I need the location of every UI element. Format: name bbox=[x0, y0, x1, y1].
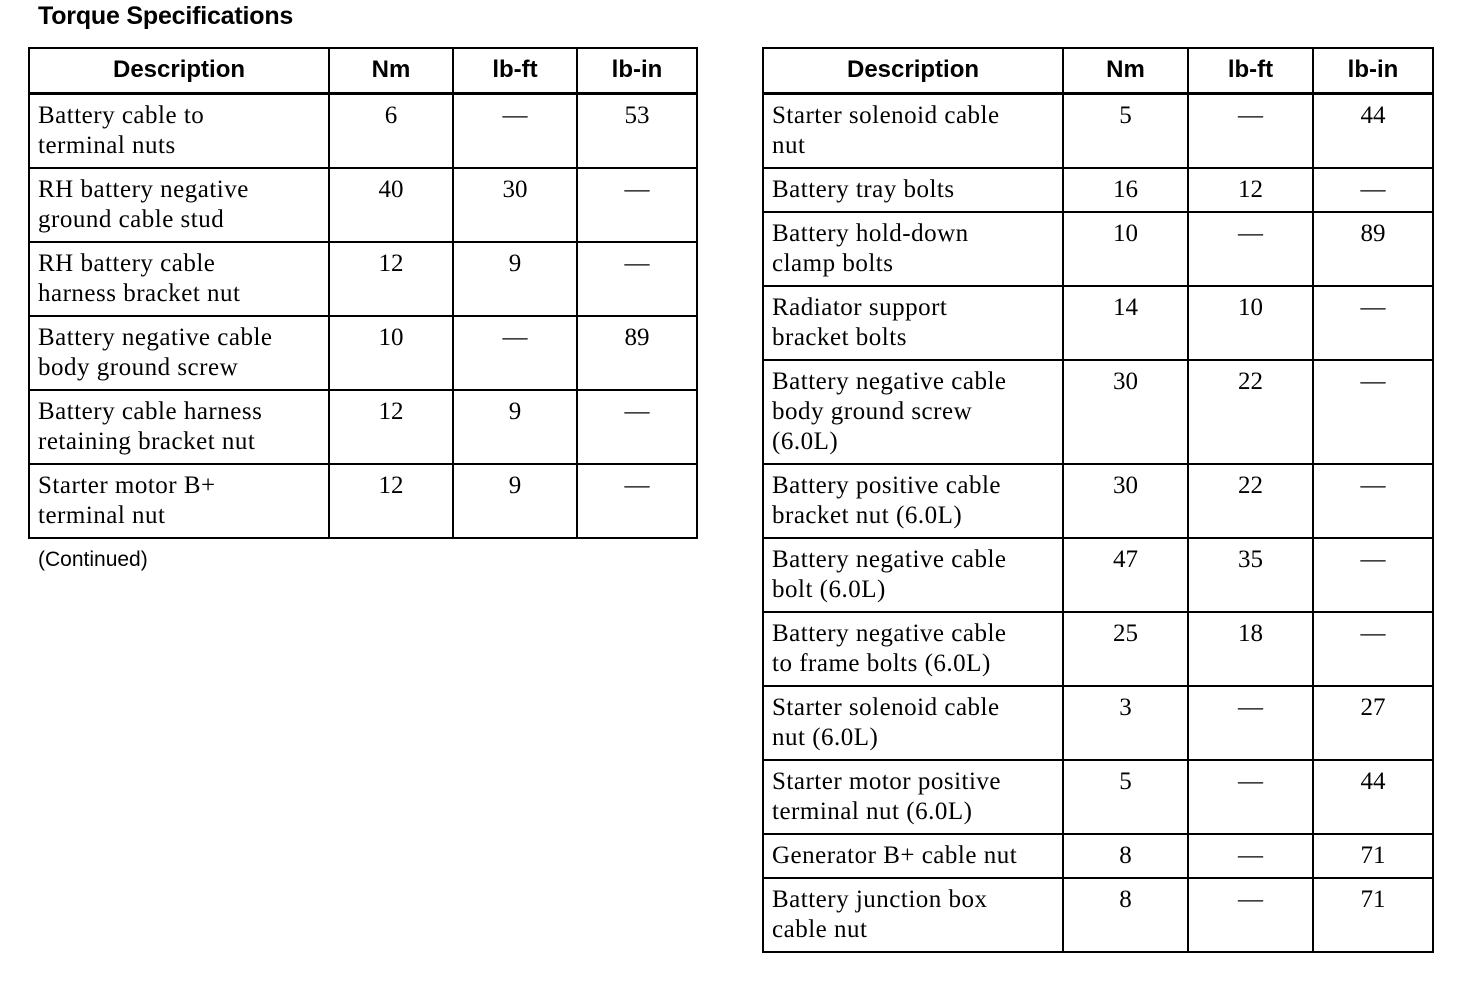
table-row bbox=[763, 464, 1433, 538]
cell-lb-in: 89 bbox=[577, 316, 697, 390]
description-line: Starter motor B+ bbox=[38, 471, 216, 499]
description-line: Generator B+ cable nut bbox=[772, 841, 1018, 869]
cell-lb-in: 53 bbox=[577, 93, 697, 168]
cell-nm: 47 bbox=[1063, 538, 1188, 612]
table-row bbox=[763, 360, 1433, 464]
description-line: bracket bolts bbox=[772, 323, 907, 351]
cell-lb-in: — bbox=[577, 168, 697, 242]
cell-lb-ft: — bbox=[1188, 686, 1313, 760]
description-line: Battery positive cable bbox=[772, 471, 1001, 499]
description-line: Battery tray bolts bbox=[772, 175, 955, 203]
table-row bbox=[763, 212, 1433, 286]
cell-nm: 8 bbox=[1063, 878, 1188, 952]
cell-description bbox=[763, 93, 1063, 168]
cell-lb-in: 44 bbox=[1313, 93, 1433, 168]
cell-nm: 12 bbox=[329, 390, 453, 464]
cell-lb-in: 71 bbox=[1313, 834, 1433, 878]
cell-lb-ft: — bbox=[1188, 93, 1313, 168]
cell-description bbox=[29, 316, 329, 390]
cell-nm: 30 bbox=[1063, 360, 1188, 464]
continued-note: (Continued) bbox=[38, 548, 148, 571]
table-row bbox=[763, 760, 1433, 834]
table-row bbox=[29, 242, 697, 316]
description-line: Battery negative cable bbox=[38, 323, 273, 351]
cell-lb-ft: — bbox=[453, 93, 577, 168]
cell-lb-in: — bbox=[577, 464, 697, 538]
description-line: terminal nuts bbox=[38, 131, 176, 159]
cell-description bbox=[763, 286, 1063, 360]
description-line: cable nut bbox=[772, 915, 868, 943]
cell-nm: 8 bbox=[1063, 834, 1188, 878]
cell-lb-ft: — bbox=[453, 316, 577, 390]
column-header-lb-in: lb-in bbox=[1313, 48, 1433, 93]
column-header-description: Description bbox=[29, 48, 329, 93]
cell-lb-ft: 12 bbox=[1188, 168, 1313, 212]
cell-lb-ft: 9 bbox=[453, 242, 577, 316]
cell-lb-ft: 10 bbox=[1188, 286, 1313, 360]
column-header-nm: Nm bbox=[329, 48, 453, 93]
cell-description bbox=[763, 168, 1063, 212]
cell-description bbox=[29, 464, 329, 538]
cell-lb-in: — bbox=[1313, 612, 1433, 686]
description-line: Battery negative cable bbox=[772, 619, 1007, 647]
description-line: clamp bolts bbox=[772, 249, 894, 277]
description-line: RH battery cable bbox=[38, 249, 216, 277]
column-header-lb-ft: lb-ft bbox=[453, 48, 577, 93]
table-row bbox=[763, 93, 1433, 168]
cell-nm: 12 bbox=[329, 242, 453, 316]
cell-nm: 5 bbox=[1063, 93, 1188, 168]
table-header-row bbox=[29, 48, 697, 93]
cell-lb-ft: 35 bbox=[1188, 538, 1313, 612]
cell-description bbox=[29, 242, 329, 316]
cell-lb-in: — bbox=[1313, 464, 1433, 538]
cell-nm: 25 bbox=[1063, 612, 1188, 686]
description-line: nut bbox=[772, 131, 806, 159]
cell-nm: 30 bbox=[1063, 464, 1188, 538]
cell-nm: 3 bbox=[1063, 686, 1188, 760]
description-line: Battery negative cable bbox=[772, 367, 1007, 395]
cell-description bbox=[763, 878, 1063, 952]
description-line: to frame bolts (6.0L) bbox=[772, 649, 991, 677]
cell-nm: 5 bbox=[1063, 760, 1188, 834]
torque-table-right bbox=[762, 47, 1434, 953]
cell-description bbox=[763, 360, 1063, 464]
cell-nm: 14 bbox=[1063, 286, 1188, 360]
description-line: terminal nut (6.0L) bbox=[772, 797, 973, 825]
description-line: bracket nut (6.0L) bbox=[772, 501, 963, 529]
cell-description bbox=[763, 760, 1063, 834]
cell-lb-in: — bbox=[577, 242, 697, 316]
cell-lb-ft: — bbox=[1188, 878, 1313, 952]
description-line: Starter solenoid cable bbox=[772, 101, 1000, 129]
cell-description bbox=[763, 834, 1063, 878]
cell-lb-in: 89 bbox=[1313, 212, 1433, 286]
description-line: harness bracket nut bbox=[38, 279, 241, 307]
cell-lb-ft: 9 bbox=[453, 464, 577, 538]
table-row bbox=[763, 286, 1433, 360]
cell-description bbox=[763, 538, 1063, 612]
description-line: RH battery negative bbox=[38, 175, 249, 203]
column-header-lb-ft: lb-ft bbox=[1188, 48, 1313, 93]
cell-lb-in: — bbox=[1313, 168, 1433, 212]
cell-description bbox=[763, 686, 1063, 760]
cell-nm: 40 bbox=[329, 168, 453, 242]
cell-description bbox=[763, 212, 1063, 286]
table-row bbox=[29, 168, 697, 242]
cell-lb-in: — bbox=[1313, 360, 1433, 464]
table-header-row bbox=[763, 48, 1433, 93]
cell-lb-ft: 18 bbox=[1188, 612, 1313, 686]
cell-description bbox=[29, 168, 329, 242]
table-row bbox=[763, 834, 1433, 878]
cell-lb-in: — bbox=[1313, 286, 1433, 360]
description-line: ground cable stud bbox=[38, 205, 225, 233]
cell-nm: 16 bbox=[1063, 168, 1188, 212]
cell-lb-ft: 9 bbox=[453, 390, 577, 464]
description-line: nut (6.0L) bbox=[772, 723, 879, 751]
cell-lb-in: 27 bbox=[1313, 686, 1433, 760]
cell-lb-in: 44 bbox=[1313, 760, 1433, 834]
table-row bbox=[763, 612, 1433, 686]
description-line: Starter motor positive bbox=[772, 767, 1002, 795]
cell-description bbox=[763, 612, 1063, 686]
cell-description bbox=[763, 464, 1063, 538]
cell-lb-ft: 22 bbox=[1188, 360, 1313, 464]
cell-lb-ft: — bbox=[1188, 760, 1313, 834]
description-line: retaining bracket nut bbox=[38, 427, 256, 455]
page-title: Torque Specifications bbox=[38, 2, 294, 30]
table-row bbox=[763, 686, 1433, 760]
cell-lb-in: 71 bbox=[1313, 878, 1433, 952]
column-header-nm: Nm bbox=[1063, 48, 1188, 93]
description-line: bolt (6.0L) bbox=[772, 575, 886, 603]
cell-lb-ft: 30 bbox=[453, 168, 577, 242]
cell-lb-ft: — bbox=[1188, 834, 1313, 878]
cell-nm: 12 bbox=[329, 464, 453, 538]
description-line: Radiator support bbox=[772, 293, 948, 321]
table-row bbox=[29, 316, 697, 390]
cell-description bbox=[29, 390, 329, 464]
cell-lb-ft: — bbox=[1188, 212, 1313, 286]
column-header-lb-in: lb-in bbox=[577, 48, 697, 93]
table-row bbox=[29, 464, 697, 538]
table-row bbox=[763, 878, 1433, 952]
table-row bbox=[29, 93, 697, 168]
description-line: Starter solenoid cable bbox=[772, 693, 1000, 721]
table-row bbox=[29, 390, 697, 464]
description-line: terminal nut bbox=[38, 501, 166, 529]
cell-description bbox=[29, 93, 329, 168]
description-line: Battery cable to bbox=[38, 101, 205, 129]
description-line: (6.0L) bbox=[772, 427, 839, 455]
torque-table-left bbox=[28, 47, 698, 539]
description-line: Battery negative cable bbox=[772, 545, 1007, 573]
description-line: Battery junction box bbox=[772, 885, 988, 913]
table-row bbox=[763, 168, 1433, 212]
cell-nm: 6 bbox=[329, 93, 453, 168]
cell-nm: 10 bbox=[329, 316, 453, 390]
description-line: body ground screw bbox=[38, 353, 239, 381]
table-row bbox=[763, 538, 1433, 612]
cell-lb-in: — bbox=[577, 390, 697, 464]
description-line: body ground screw bbox=[772, 397, 973, 425]
cell-lb-ft: 22 bbox=[1188, 464, 1313, 538]
cell-nm: 10 bbox=[1063, 212, 1188, 286]
description-line: Battery cable harness bbox=[38, 397, 263, 425]
cell-lb-in: — bbox=[1313, 538, 1433, 612]
description-line: Battery hold-down bbox=[772, 219, 969, 247]
column-header-description: Description bbox=[763, 48, 1063, 93]
